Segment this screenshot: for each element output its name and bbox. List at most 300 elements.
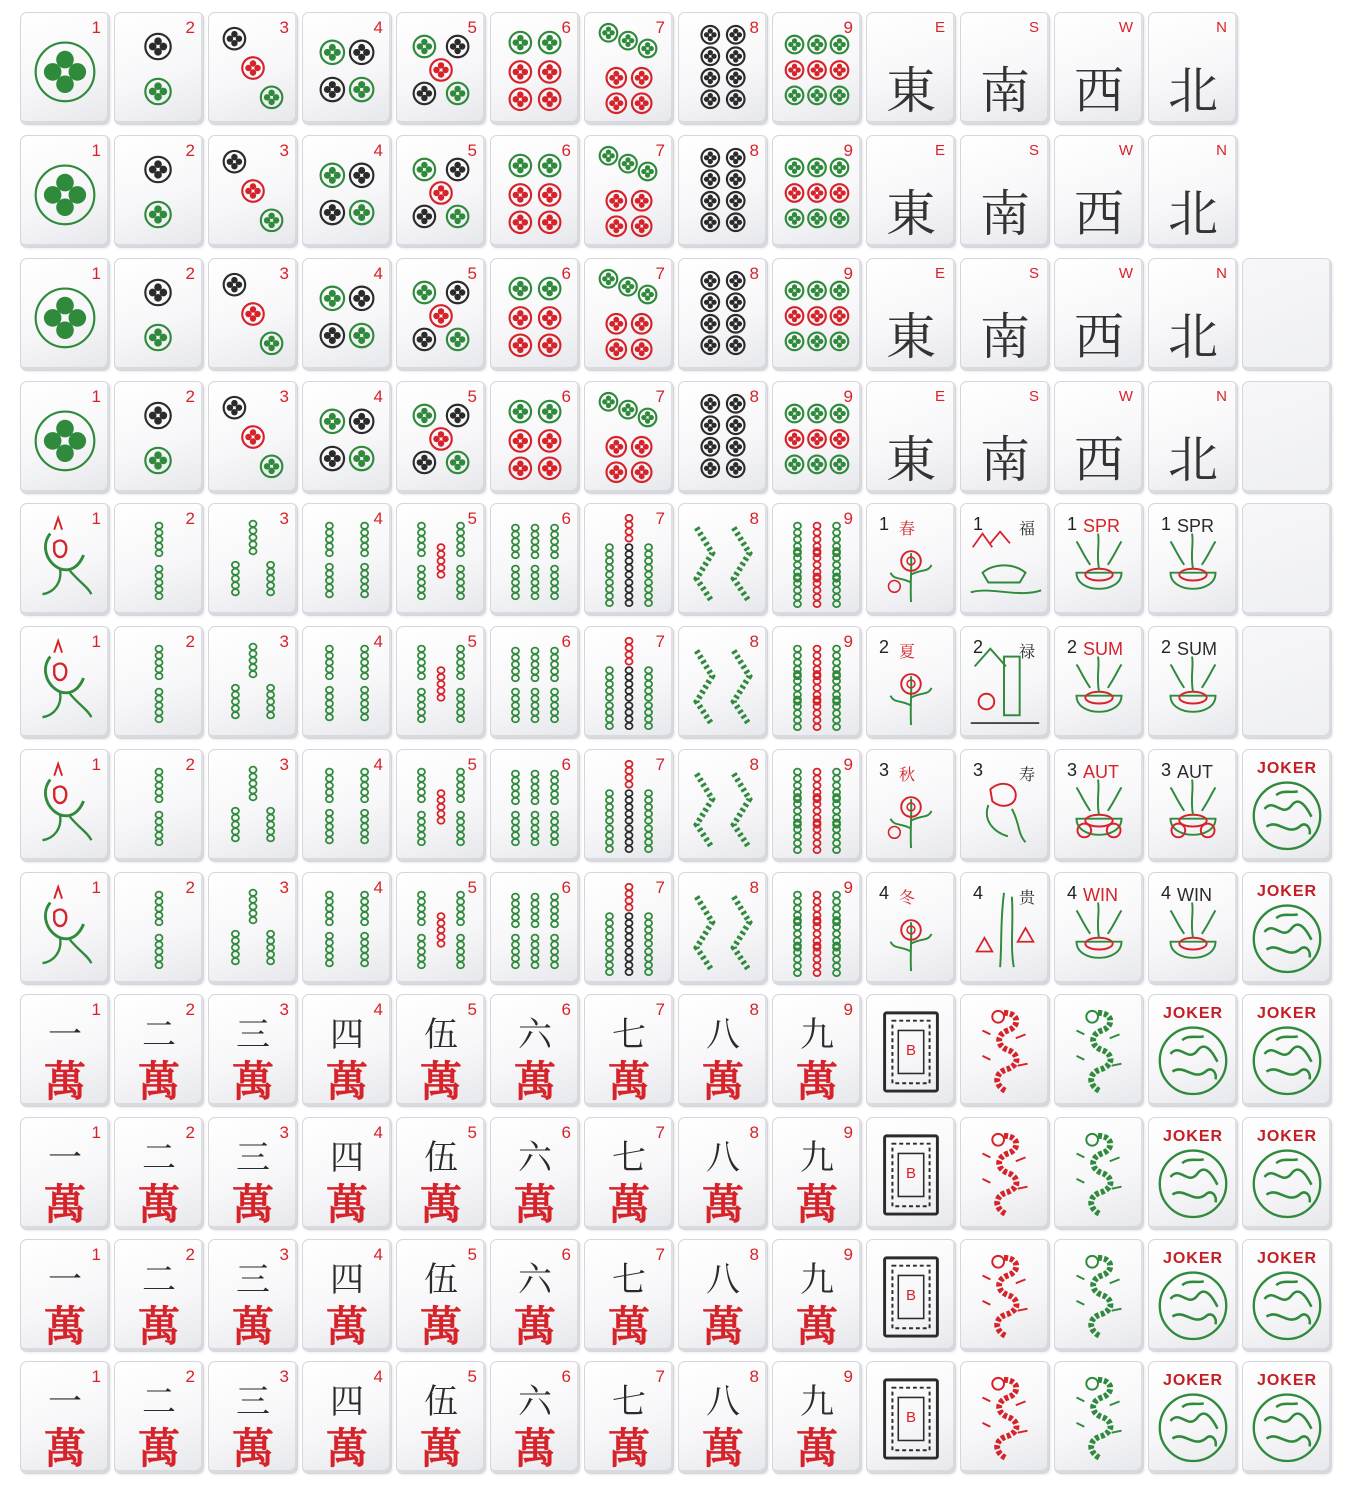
tile-index: 7 [655, 509, 665, 528]
circle-tile-4[interactable] [302, 12, 392, 125]
joker-label: JOKER [1162, 1250, 1224, 1267]
bamboo-tile-4[interactable] [302, 626, 392, 739]
joker-tile[interactable] [1242, 1117, 1332, 1230]
character-rank: 九 [800, 1138, 834, 1178]
bamboo-tile-3[interactable] [208, 872, 298, 985]
season-number: 1 [973, 514, 984, 534]
wind-character: 東 [886, 431, 936, 489]
wind-tile[interactable] [1148, 135, 1238, 248]
bamboo-tile-2[interactable] [114, 503, 204, 616]
circle-tile-2[interactable] [114, 12, 204, 125]
character-tile-2[interactable] [114, 994, 204, 1107]
circle-tile-6[interactable] [490, 12, 580, 125]
wind-letter: E [934, 265, 945, 282]
circle-tile-1[interactable] [20, 12, 110, 125]
tile-index: 8 [749, 1245, 759, 1264]
joker-label: JOKER [1162, 1005, 1224, 1022]
season-word-tile[interactable] [1054, 872, 1144, 985]
wind-character: 南 [980, 185, 1030, 243]
tile-index: 4 [373, 755, 383, 774]
character-tile-2[interactable] [114, 1239, 204, 1352]
wind-character: 東 [886, 62, 936, 120]
season-number: 1 [1067, 514, 1078, 534]
wind-letter: E [934, 19, 945, 36]
joker-tile[interactable] [1148, 1361, 1238, 1474]
wind-tile[interactable] [960, 258, 1050, 371]
character-tile-5[interactable] [396, 1239, 486, 1352]
season-word: AUT [1177, 762, 1213, 782]
tile-index: 7 [655, 632, 665, 651]
season-scene-tile[interactable] [960, 749, 1050, 862]
character-tile-1[interactable] [20, 994, 110, 1107]
circle-tile-1[interactable] [20, 135, 110, 248]
tile-index: 9 [843, 18, 853, 37]
flower-tile[interactable] [866, 872, 956, 985]
bamboo-tile-8[interactable] [678, 626, 768, 739]
wind-tile[interactable] [1054, 135, 1144, 248]
bamboo-tile-4[interactable] [302, 503, 392, 616]
wind-tile[interactable] [960, 135, 1050, 248]
wind-letter: E [934, 388, 945, 405]
blank-tile[interactable] [1242, 381, 1332, 494]
tile-index: 4 [373, 141, 383, 160]
wan-character: 萬 [795, 1424, 838, 1473]
tile-index: 2 [185, 878, 195, 897]
tile-index: 5 [467, 1123, 477, 1142]
season-word-tile[interactable] [1054, 503, 1144, 616]
wan-character: 萬 [419, 1180, 462, 1229]
blank-tile[interactable] [1242, 503, 1332, 616]
red-dragon-tile[interactable] [960, 1117, 1050, 1230]
character-tile-6[interactable] [490, 1361, 580, 1474]
red-dragon-icon [961, 1118, 1049, 1229]
character-tile-7[interactable] [584, 1239, 674, 1352]
tile-index: 8 [749, 1000, 759, 1019]
circle-tile-3[interactable] [208, 258, 298, 371]
character-tile-7[interactable] [584, 1117, 674, 1230]
tile-index: 5 [467, 264, 477, 283]
character-rank: 七 [612, 1382, 646, 1422]
green-dragon-tile[interactable] [1054, 1117, 1144, 1230]
tile-index: 3 [279, 878, 289, 897]
green-dragon-tile[interactable] [1054, 1361, 1144, 1474]
joker-tile[interactable] [1242, 1361, 1332, 1474]
tile-index: 7 [655, 1245, 665, 1264]
circle-tile-8[interactable] [678, 12, 768, 125]
character-tile-2[interactable] [114, 1361, 204, 1474]
tile-index: 6 [561, 141, 571, 160]
season-scene-tile[interactable] [960, 626, 1050, 739]
flower-tile[interactable] [866, 503, 956, 616]
season-number: 3 [1161, 760, 1172, 780]
red-dragon-tile[interactable] [960, 1361, 1050, 1474]
circle-tile-6[interactable] [490, 258, 580, 371]
bamboo-tile-9[interactable] [772, 503, 862, 616]
wind-letter: N [1216, 142, 1227, 159]
season-word: SPR [1083, 516, 1121, 536]
wind-letter: S [1028, 265, 1039, 282]
circle-tile-4[interactable] [302, 258, 392, 371]
tile-index: 8 [749, 632, 759, 651]
tile-index: 5 [467, 141, 477, 160]
season-word-tile[interactable] [1148, 503, 1238, 616]
tile-index: 8 [749, 878, 759, 897]
circle-tile-4[interactable] [302, 135, 392, 248]
circle-tile-9[interactable] [772, 12, 862, 125]
flower-tile[interactable] [866, 626, 956, 739]
wind-letter: W [1118, 142, 1133, 159]
wind-letter: S [1028, 19, 1039, 36]
wind-tile[interactable] [866, 258, 956, 371]
green-dragon-tile[interactable] [1054, 994, 1144, 1107]
character-rank: 八 [706, 1015, 740, 1055]
tile-index: 4 [373, 264, 383, 283]
circle-tile-3[interactable] [208, 135, 298, 248]
season-character: 禄 [1018, 642, 1035, 661]
season-word-tile[interactable] [1148, 872, 1238, 985]
circle-tile-1[interactable] [20, 258, 110, 371]
wind-tile[interactable] [866, 135, 956, 248]
bamboo-tile-6[interactable] [490, 503, 580, 616]
character-tile-7[interactable] [584, 1361, 674, 1474]
character-tile-1[interactable] [20, 1117, 110, 1230]
wind-tile[interactable] [1054, 381, 1144, 494]
circle-tile-3[interactable] [208, 12, 298, 125]
wan-character: 萬 [701, 1424, 744, 1473]
green-dragon-icon [1055, 1118, 1143, 1229]
bamboo-tile-8[interactable] [678, 749, 768, 862]
circle-tile-6[interactable] [490, 381, 580, 494]
wind-letter: S [1028, 142, 1039, 159]
character-rank: 七 [612, 1138, 646, 1178]
character-tile-1[interactable] [20, 1361, 110, 1474]
season-number: 4 [973, 883, 984, 903]
wind-character: 南 [980, 431, 1030, 489]
bamboo-tile-7[interactable] [584, 503, 674, 616]
circle-tile-5[interactable] [396, 12, 486, 125]
flower-number: 1 [879, 514, 890, 534]
season-scene-tile[interactable] [960, 503, 1050, 616]
character-rank: 八 [706, 1138, 740, 1178]
character-rank: 八 [706, 1382, 740, 1422]
circle-tile-8[interactable] [678, 258, 768, 371]
character-tile-9[interactable] [772, 994, 862, 1107]
character-tile-4[interactable] [302, 1239, 392, 1352]
joker-tile[interactable] [1148, 1117, 1238, 1230]
tile-index: 1 [91, 1000, 101, 1019]
character-tile-1[interactable] [20, 1239, 110, 1352]
tile-index: 3 [279, 755, 289, 774]
character-rank: 一 [48, 1260, 82, 1300]
bamboo-tile-5[interactable] [396, 872, 486, 985]
wind-character: 北 [1168, 431, 1218, 489]
joker-tile[interactable] [1242, 749, 1332, 862]
circle-tile-7[interactable] [584, 258, 674, 371]
tile-index: 2 [185, 1245, 195, 1264]
character-tile-9[interactable] [772, 1239, 862, 1352]
tile-index: 5 [467, 878, 477, 897]
bamboo-tile-8[interactable] [678, 503, 768, 616]
bamboo-tile-9[interactable] [772, 749, 862, 862]
tile-index: 1 [91, 632, 101, 651]
season-word-tile[interactable] [1054, 626, 1144, 739]
circle-tile-9[interactable] [772, 381, 862, 494]
tile-index: 6 [561, 1367, 571, 1386]
circle-tile-9[interactable] [772, 258, 862, 371]
circle-tile-3[interactable] [208, 381, 298, 494]
character-tile-3[interactable] [208, 994, 298, 1107]
bamboo-tile-5[interactable] [396, 626, 486, 739]
character-tile-6[interactable] [490, 1239, 580, 1352]
wind-letter: N [1216, 19, 1227, 36]
wind-character: 西 [1074, 431, 1124, 489]
character-tile-9[interactable] [772, 1117, 862, 1230]
circle-tile-4[interactable] [302, 381, 392, 494]
wind-tile[interactable] [1148, 381, 1238, 494]
character-rank: 九 [800, 1260, 834, 1300]
tile-index: 2 [185, 1123, 195, 1142]
wind-character: 南 [980, 62, 1030, 120]
character-tile-4[interactable] [302, 994, 392, 1107]
tile-index: 1 [91, 878, 101, 897]
tile-index: 7 [655, 878, 665, 897]
character-tile-8[interactable] [678, 1117, 768, 1230]
circle-tile-2[interactable] [114, 135, 204, 248]
tile-index: 7 [655, 1000, 665, 1019]
bamboo-tile-1[interactable] [20, 626, 110, 739]
character-rank: 九 [800, 1015, 834, 1055]
tile-index: 1 [91, 1367, 101, 1386]
character-tile-4[interactable] [302, 1361, 392, 1474]
wind-tile[interactable] [960, 381, 1050, 494]
bamboo-tile-3[interactable] [208, 626, 298, 739]
character-tile-3[interactable] [208, 1117, 298, 1230]
season-number: 4 [1161, 883, 1172, 903]
circle-tile-2[interactable] [114, 381, 204, 494]
bamboo-tile-7[interactable] [584, 749, 674, 862]
tile-index: 4 [373, 1245, 383, 1264]
season-number: 4 [1067, 883, 1078, 903]
flower-tile[interactable] [866, 749, 956, 862]
wind-tile[interactable] [1148, 12, 1238, 125]
tile-index: 6 [561, 1123, 571, 1142]
wind-tile[interactable] [1148, 258, 1238, 371]
circle-tile-7[interactable] [584, 381, 674, 494]
character-tile-2[interactable] [114, 1117, 204, 1230]
tile-index: 4 [373, 387, 383, 406]
flower-character: 冬 [899, 888, 916, 907]
character-rank: 六 [518, 1260, 552, 1300]
white-dragon-tile[interactable] [866, 1239, 956, 1352]
circle-tile-5[interactable] [396, 258, 486, 371]
circle-tile-7[interactable] [584, 12, 674, 125]
wan-character: 萬 [419, 1424, 462, 1473]
bamboo-tile-9[interactable] [772, 872, 862, 985]
wind-character: 西 [1074, 185, 1124, 243]
white-dragon-letter: B [906, 1042, 917, 1059]
blank-tile[interactable] [1242, 258, 1332, 371]
wind-tile[interactable] [960, 12, 1050, 125]
wan-character: 萬 [231, 1057, 274, 1106]
wan-character: 萬 [137, 1057, 180, 1106]
wan-character: 萬 [419, 1302, 462, 1351]
tile-index: 6 [561, 1245, 571, 1264]
joker-label: JOKER [1256, 1005, 1318, 1022]
bamboo-tile-8[interactable] [678, 872, 768, 985]
bamboo-tile-2[interactable] [114, 749, 204, 862]
bamboo-tile-2[interactable] [114, 626, 204, 739]
red-dragon-tile[interactable] [960, 1239, 1050, 1352]
season-word-tile[interactable] [1054, 749, 1144, 862]
character-rank: 二 [142, 1138, 176, 1178]
circle-tile-2[interactable] [114, 258, 204, 371]
tile-index: 5 [467, 509, 477, 528]
joker-tile[interactable] [1148, 1239, 1238, 1352]
tile-index: 5 [467, 387, 477, 406]
flower-number: 4 [879, 883, 890, 903]
character-tile-8[interactable] [678, 1361, 768, 1474]
flower-character: 秋 [899, 765, 916, 784]
flower-character: 春 [899, 519, 916, 538]
tile-index: 3 [279, 509, 289, 528]
joker-label: JOKER [1256, 1250, 1318, 1267]
season-scene-tile[interactable] [960, 872, 1050, 985]
tile-index: 9 [843, 387, 853, 406]
tile-index: 7 [655, 387, 665, 406]
character-tile-5[interactable] [396, 1117, 486, 1230]
circle-tile-1[interactable] [20, 381, 110, 494]
wan-character: 萬 [43, 1302, 86, 1351]
tile-index: 9 [843, 1367, 853, 1386]
wan-character: 萬 [795, 1057, 838, 1106]
bamboo-tile-5[interactable] [396, 503, 486, 616]
blank-tile[interactable] [1242, 626, 1332, 739]
circle-tile-5[interactable] [396, 135, 486, 248]
tile-index: 5 [467, 18, 477, 37]
wind-character: 東 [886, 308, 936, 366]
bamboo-tile-2[interactable] [114, 872, 204, 985]
character-tile-4[interactable] [302, 1117, 392, 1230]
bamboo-tile-4[interactable] [302, 749, 392, 862]
wan-character: 萬 [325, 1424, 368, 1473]
tile-index: 7 [655, 18, 665, 37]
bamboo-tile-6[interactable] [490, 626, 580, 739]
character-tile-6[interactable] [490, 1117, 580, 1230]
bamboo-tile-5[interactable] [396, 749, 486, 862]
white-dragon-tile[interactable] [866, 1361, 956, 1474]
wind-letter: W [1118, 19, 1133, 36]
character-rank: 一 [48, 1382, 82, 1422]
tile-index: 3 [279, 1000, 289, 1019]
tile-index: 2 [185, 755, 195, 774]
tile-index: 6 [561, 387, 571, 406]
season-number: 1 [1161, 514, 1172, 534]
season-word-tile[interactable] [1148, 749, 1238, 862]
season-character: 贵 [1018, 888, 1035, 907]
circle-tile-7[interactable] [584, 135, 674, 248]
joker-label: JOKER [1256, 1372, 1318, 1389]
tile-index: 5 [467, 755, 477, 774]
bamboo-tile-3[interactable] [208, 503, 298, 616]
tile-index: 2 [185, 1000, 195, 1019]
season-number: 3 [1067, 760, 1078, 780]
season-word: SUM [1177, 639, 1217, 659]
bamboo-tile-1[interactable] [20, 872, 110, 985]
wind-character: 北 [1168, 62, 1218, 120]
bamboo-tile-7[interactable] [584, 872, 674, 985]
bamboo-tile-6[interactable] [490, 872, 580, 985]
circle-tile-8[interactable] [678, 381, 768, 494]
white-dragon-tile[interactable] [866, 994, 956, 1107]
flower-character: 夏 [899, 642, 916, 661]
flower-number: 3 [879, 760, 890, 780]
wind-character: 北 [1168, 185, 1218, 243]
character-tile-3[interactable] [208, 1239, 298, 1352]
green-dragon-tile[interactable] [1054, 1239, 1144, 1352]
character-rank: 七 [612, 1260, 646, 1300]
bamboo-tile-1[interactable] [20, 749, 110, 862]
tile-index: 8 [749, 1123, 759, 1142]
character-tile-8[interactable] [678, 1239, 768, 1352]
character-rank: 二 [142, 1382, 176, 1422]
character-rank: 四 [330, 1015, 364, 1055]
wan-character: 萬 [231, 1180, 274, 1229]
wind-tile[interactable] [1054, 12, 1144, 125]
red-dragon-tile[interactable] [960, 994, 1050, 1107]
character-tile-5[interactable] [396, 994, 486, 1107]
tile-index: 9 [843, 1123, 853, 1142]
bamboo-tile-1[interactable] [20, 503, 110, 616]
wan-character: 萬 [513, 1180, 556, 1229]
character-tile-5[interactable] [396, 1361, 486, 1474]
circle-tile-9[interactable] [772, 135, 862, 248]
bamboo-tile-3[interactable] [208, 749, 298, 862]
circle-tile-5[interactable] [396, 381, 486, 494]
tile-index: 3 [279, 264, 289, 283]
joker-tile[interactable] [1242, 872, 1332, 985]
joker-label: JOKER [1256, 760, 1318, 777]
season-word-tile[interactable] [1148, 626, 1238, 739]
wan-character: 萬 [607, 1424, 650, 1473]
bamboo-tile-7[interactable] [584, 626, 674, 739]
bamboo-tile-6[interactable] [490, 749, 580, 862]
character-tile-3[interactable] [208, 1361, 298, 1474]
bamboo-tile-9[interactable] [772, 626, 862, 739]
bamboo-tile-4[interactable] [302, 872, 392, 985]
circle-tile-8[interactable] [678, 135, 768, 248]
character-rank: 四 [330, 1260, 364, 1300]
tile-index: 3 [279, 632, 289, 651]
character-tile-8[interactable] [678, 994, 768, 1107]
wind-tile[interactable] [866, 12, 956, 125]
character-rank: 一 [48, 1015, 82, 1055]
wind-tile[interactable] [1054, 258, 1144, 371]
tile-index: 4 [373, 1000, 383, 1019]
wind-tile[interactable] [866, 381, 956, 494]
white-dragon-tile[interactable] [866, 1117, 956, 1230]
tile-index: 2 [185, 141, 195, 160]
joker-tile[interactable] [1148, 994, 1238, 1107]
circle-tile-6[interactable] [490, 135, 580, 248]
joker-tile[interactable] [1242, 994, 1332, 1107]
character-tile-9[interactable] [772, 1361, 862, 1474]
joker-tile[interactable] [1242, 1239, 1332, 1352]
tile-index: 9 [843, 264, 853, 283]
wan-character: 萬 [137, 1302, 180, 1351]
joker-label: JOKER [1256, 883, 1318, 900]
character-tile-6[interactable] [490, 994, 580, 1107]
character-tile-7[interactable] [584, 994, 674, 1107]
